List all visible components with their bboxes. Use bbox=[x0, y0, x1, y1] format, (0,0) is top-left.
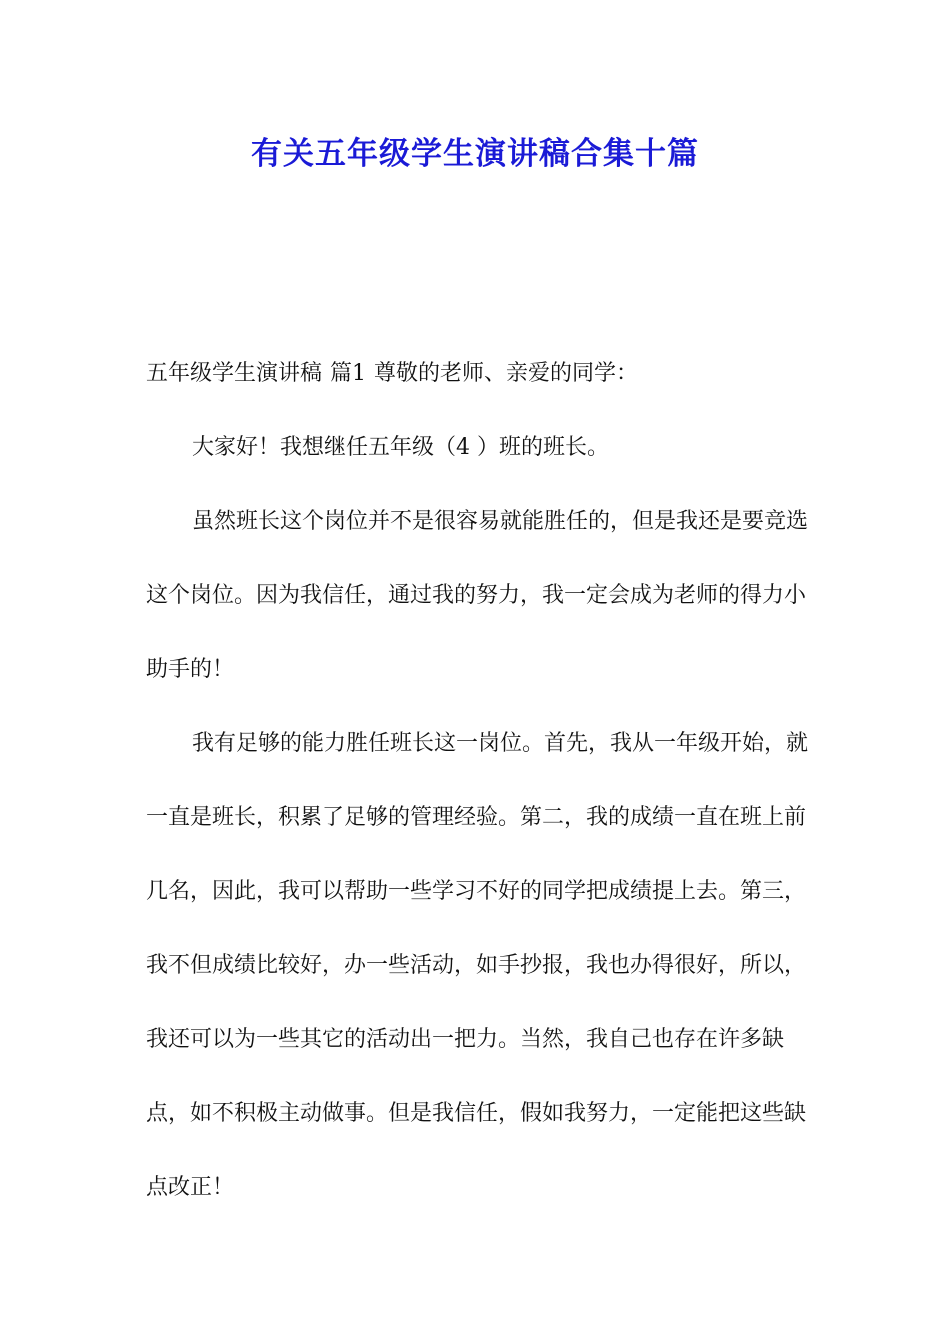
opening-line bbox=[146, 337, 810, 411]
document-body bbox=[146, 337, 810, 1225]
speech-number: 篇1 bbox=[330, 361, 367, 386]
paragraph-greeting: 大家好！我想继任五年级（4 ）班的班长。 bbox=[192, 435, 609, 460]
speech-category: 五年级学生演讲稿 bbox=[146, 361, 323, 386]
paragraph-qualifications: 我有足够的能力胜任班长这一岗位。首先，我从一年级开始，就一直是班长，积累了足够的管理经验。第二，我的成绩一直在班上前几名，因此，我可以帮助一些学习不好的同学把成绩提上去。第三，我不但成绩比较好，办一些活动，如手抄报，我也办得很好，所以，我还可以为一些其它的活动出一把力。当然，我自己也存在许多缺点，如不积极主动做事。但是我信任，假如我努力，一定能把这些缺点改正！ bbox=[146, 731, 809, 1200]
document-title: 有关五年级学生演讲稿合集十篇 bbox=[251, 136, 699, 172]
salutation: 尊敬的老师、亲爱的同学： bbox=[374, 361, 639, 386]
paragraph-intent: 虽然班长这个岗位并不是很容易就能胜任的，但是我还是要竞选这个岗位。因为我信任，通过我的努力，我一定会成为老师的得力小助手的！ bbox=[146, 509, 809, 682]
